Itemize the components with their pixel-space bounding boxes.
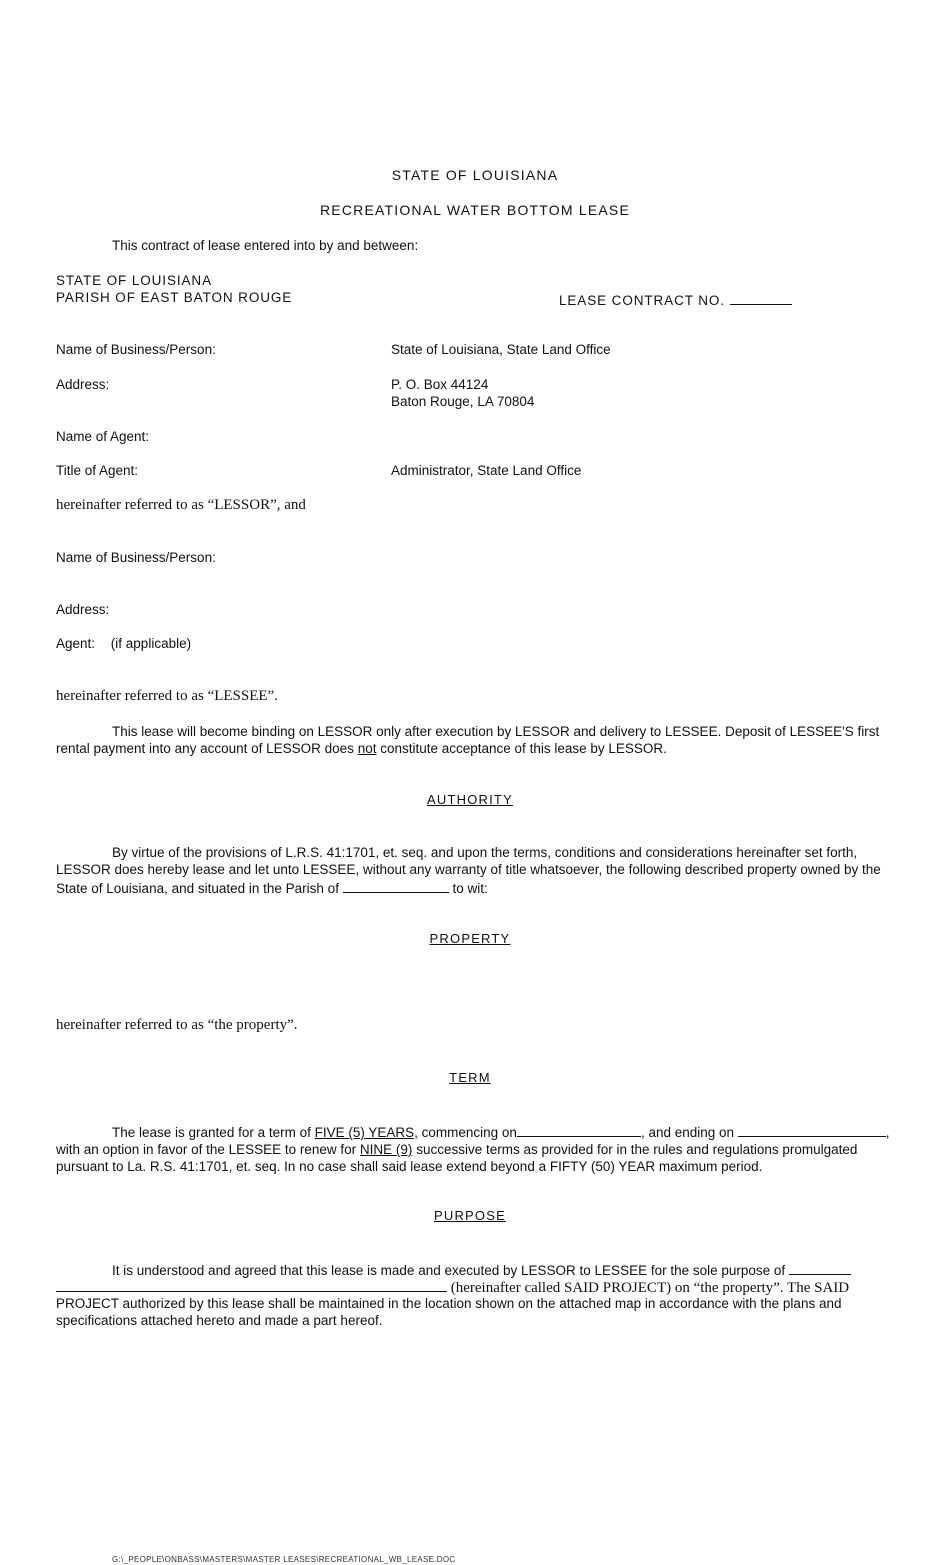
lessee-agent-label: Agent: — [56, 636, 96, 651]
term-text-5: successive terms as provided for in the rules and regulations promulgated pursuant to La. R.S. 41:1701, et. seq. In no case shall said lease extend beyond a FIFTY (50) YEAR maximum period. — [56, 1142, 858, 1174]
lessor-agent-title-label: Title of Agent: — [56, 463, 139, 478]
purpose-blank-1[interactable] — [789, 1260, 851, 1275]
purpose-line-3: PROJECT authorized by this lease shall be maintained in the location shown on the attached map in accordance with the plans and specifications attached hereto and made a part hereof. — [56, 1296, 842, 1328]
purpose-text-2: (hereinafter called SAID PROJECT) on “the property”. The SAID — [447, 1280, 850, 1296]
term-years: FIVE (5) YEARS, — [314, 1125, 418, 1140]
lessor-agent-label: Name of Agent: — [56, 429, 150, 444]
purpose-heading: PURPOSE — [434, 1208, 506, 1223]
property-referred: hereinafter referred to as “the property”. — [56, 1017, 298, 1033]
file-path-footer: G:\_PEOPLE\ONBASS\MASTERS\MASTER LEASES\RECREATIONAL_WB_LEASE.DOC — [112, 1555, 456, 1564]
lessee-referred: hereinafter referred to as “LESSEE”. — [56, 688, 278, 704]
purpose-text-1: It is understood and agreed that this lease is made and executed by LESSOR to LESSEE for the sole purpose of — [112, 1263, 789, 1278]
lessee-business-label: Name of Business/Person: — [56, 550, 216, 565]
authority-text-2: to wit: — [448, 881, 488, 896]
state-label: STATE OF LOUISIANA — [56, 273, 212, 288]
term-text-2: commencing on — [417, 1125, 517, 1140]
authority-text-1: By virtue of the provisions of L.R.S. 41:1701, et. seq. and upon the terms, conditions and considerations hereinafter set forth, LESSOR does hereby lease and let unto LESSEE, without any warranty of title whatsoever, the following described property owned by the State of Louisiana, and situated in the Parish of — [56, 845, 881, 896]
property-heading: PROPERTY — [429, 931, 511, 946]
purpose-line-2 — [56, 1277, 849, 1297]
lease-contract-label: LEASE CONTRACT NO. — [559, 293, 725, 308]
binding-not: not — [357, 741, 377, 756]
term-paragraph — [56, 1122, 894, 1175]
term-text-3: , and ending on — [640, 1125, 738, 1140]
binding-text-2: constitute acceptance of this lease by LESSOR. — [376, 741, 667, 756]
lessor-referred: hereinafter referred to as “LESSOR”, and — [56, 497, 306, 513]
lessor-business-label: Name of Business/Person: — [56, 342, 216, 357]
lessor-address-label: Address: — [56, 377, 110, 392]
intro-text: This contract of lease entered into by and between: — [112, 238, 419, 253]
ending-blank[interactable] — [738, 1122, 886, 1137]
term-text-4: , with an option in favor of the LESSEE to renew for — [56, 1125, 890, 1157]
authority-heading: AUTHORITY — [427, 792, 513, 807]
document-title: STATE OF LOUISIANA — [391, 167, 559, 183]
term-heading: TERM — [449, 1070, 491, 1085]
lease-contract-no — [559, 290, 792, 308]
lessee-agent-note: (if applicable) — [110, 636, 192, 651]
binding-paragraph — [56, 723, 894, 757]
lessor-address-line2: Baton Rouge, LA 70804 — [391, 394, 535, 409]
authority-paragraph — [56, 844, 894, 897]
lessor-agent-title-value: Administrator, State Land Office — [391, 463, 582, 478]
document-subtitle: RECREATIONAL WATER BOTTOM LEASE — [320, 202, 630, 218]
binding-text-1: This lease will become binding on LESSOR only after execution by LESSOR and delivery to LESSEE. Deposit of LESSEE'S first rental payment into any account of LESSOR does — [56, 724, 880, 756]
parish-blank[interactable] — [343, 878, 449, 893]
lessor-business-value: State of Louisiana, State Land Office — [391, 342, 611, 357]
commencing-blank[interactable] — [517, 1122, 641, 1137]
lessor-address-line1: P. O. Box 44124 — [391, 377, 489, 392]
term-nine: NINE (9) — [359, 1142, 413, 1157]
lessee-agent-row — [56, 636, 191, 651]
purpose-blank-2[interactable] — [56, 1277, 447, 1292]
parish-label: PARISH OF EAST BATON ROUGE — [56, 290, 293, 305]
purpose-line-1 — [112, 1260, 851, 1278]
lessee-address-label: Address: — [56, 602, 110, 617]
lease-contract-blank[interactable] — [730, 290, 792, 305]
term-text-1: The lease is granted for a term of — [112, 1125, 315, 1140]
